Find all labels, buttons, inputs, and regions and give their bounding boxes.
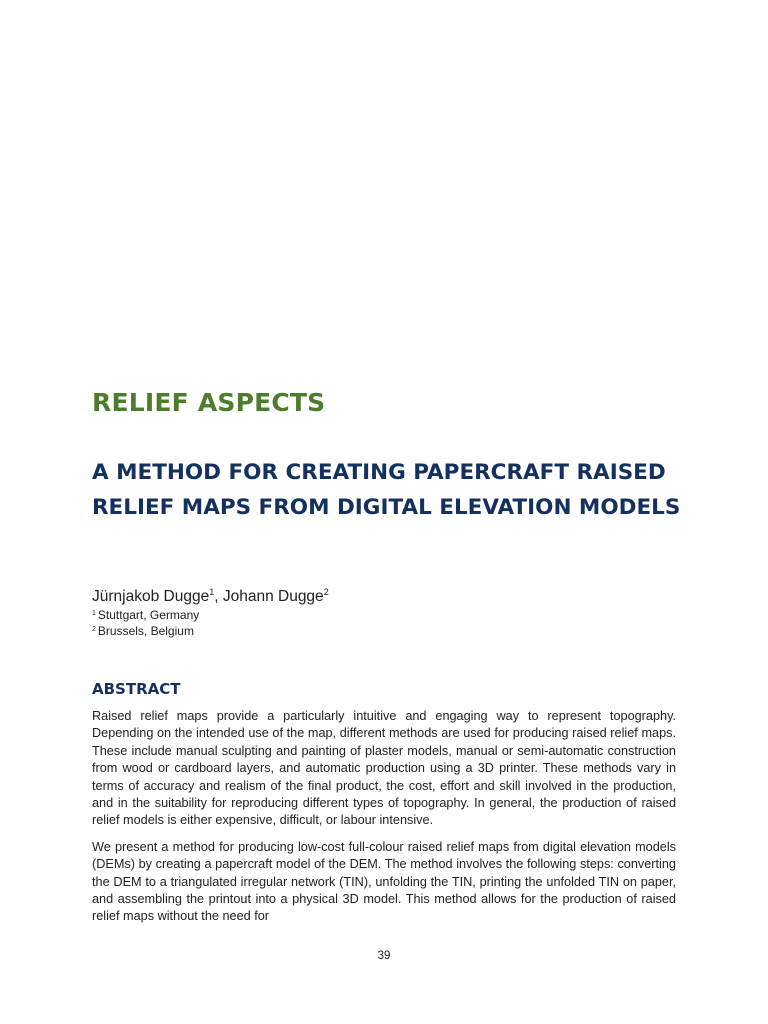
- author-list: [92, 587, 329, 606]
- abstract-heading: ABSTRACT: [92, 680, 181, 698]
- abstract-paragraph: Raised relief maps provide a particularly intuitive and engaging way to represent topography. Depending on the intended use of the map, different methods are used for producing raised relief maps. These include manual sculpting and painting of plaster models, manual or semi-automatic construction from wood or cardboard layers, and automatic production using a 3D printer. These methods vary in terms of accuracy and realism of the final product, the cost, effort and skill involved in the production, and in the suitability for reproducing different types of topography. In general, the production of raised relief models is either expensive, difficult, or labour intensive.: [92, 709, 676, 828]
- page-number: 39: [377, 950, 391, 962]
- affiliation: [92, 624, 194, 638]
- author-separator: ,: [214, 588, 223, 605]
- abstract-paragraph: We present a method for producing low-cost full-colour raised relief maps from digital elevation models (DEMs) by creating a papercraft model of the DEM. The method involves the following steps: converting the DEM to a triangulated irregular network (TIN), unfolding the TIN, printing the unfolded TIN on paper, and assembling the printout into a physical 3D model. This method allows for the production of raised relief maps without the need for: [92, 839, 676, 924]
- affiliation-mark: 1: [92, 610, 96, 617]
- author-name: Jürnjakob Dugge: [92, 588, 210, 605]
- affiliation-text: Stuttgart, Germany: [97, 608, 200, 622]
- paper-title: A METHOD FOR CREATING PAPERCRAFT RAISED RELIEF MAPS FROM DIGITAL ELEVATION MODELS: [92, 460, 681, 520]
- section-label: RELIEF ASPECTS: [92, 388, 326, 417]
- affiliation: [92, 608, 199, 622]
- affiliation-mark: 2: [92, 626, 96, 633]
- affiliation-text: Brussels, Belgium: [97, 624, 194, 638]
- affiliation-mark: 1: [209, 587, 215, 597]
- abstract-body: [92, 708, 676, 935]
- author-name: Johann Dugge: [222, 588, 324, 605]
- affiliation-mark: 2: [323, 587, 329, 597]
